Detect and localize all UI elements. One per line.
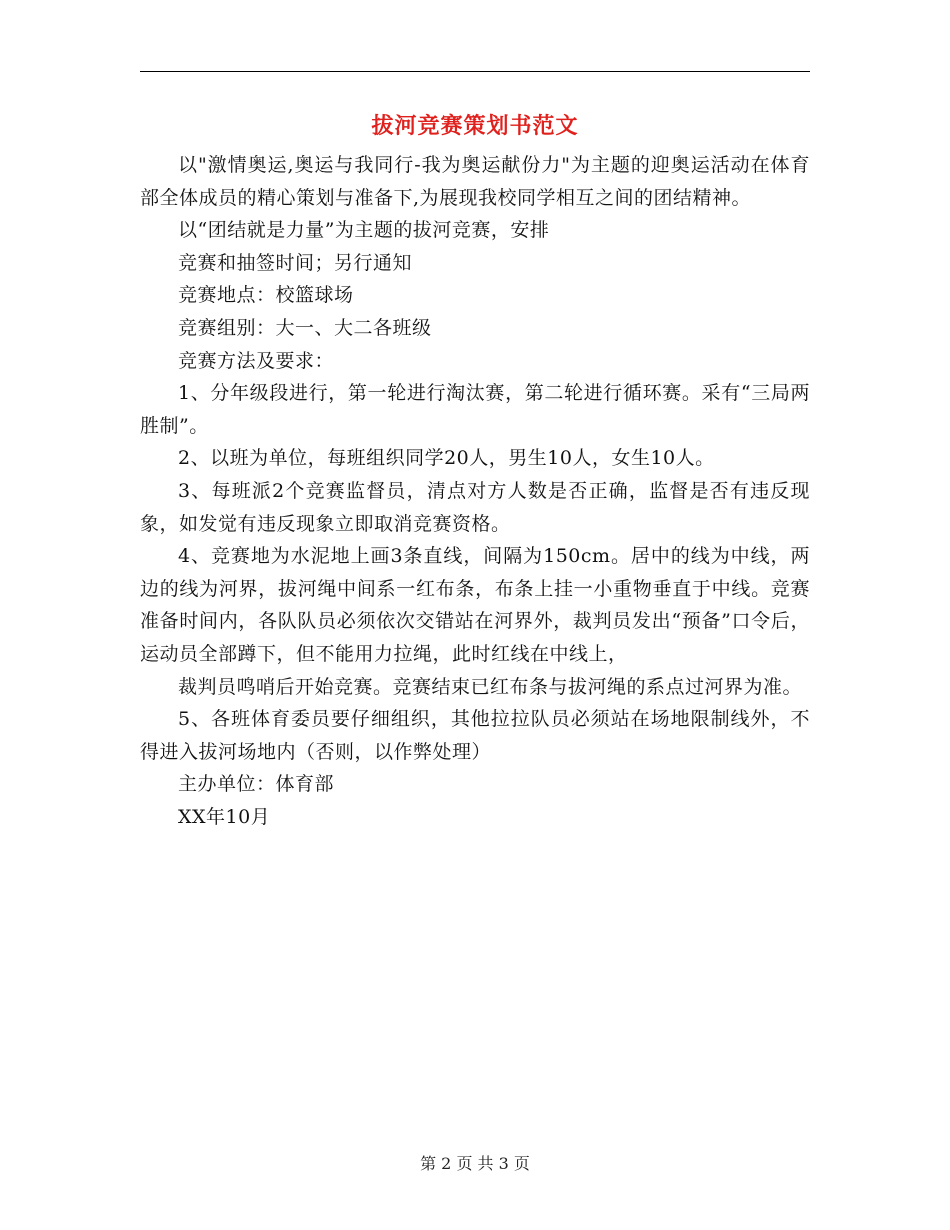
paragraph-methods-heading: 竞赛方法及要求：: [178, 349, 335, 372]
paragraph-rule-5: 5、各班体育委员要仔细组织，其他拉拉队员必须站在场地限制线外，不得进入拔河场地内（否则，以作弊处理）: [140, 708, 810, 763]
header-rule: [140, 71, 810, 72]
paragraph-draw-time: 竞赛和抽签时间；另行通知: [178, 251, 413, 274]
paragraph-organizer: 主办单位：体育部: [178, 773, 335, 796]
paragraph-rule-1: 1、分年级段进行，第一轮进行淘汰赛，第二轮进行循环赛。采有“三局两胜制”。: [140, 382, 810, 437]
page-footer: [140, 1152, 810, 1176]
paragraph-intro: 以"激情奥运,奥运与我同行-我为奥运献份力"为主题的迎奥运活动在体育部全体成员的精心策划与准备下,为展现我校同学相互之间的团结精神。: [140, 154, 810, 209]
paragraph-rule-2: 2、以班为单位，每班组织同学20人，男生10人，女生10人。: [178, 447, 715, 470]
paragraph-groups: 竞赛组别：大一、大二各班级: [178, 316, 432, 339]
paragraph-rule-3: 3、每班派2个竞赛监督员，清点对方人数是否正确，监督是否有违反现象，如发觉有违反现象立即取消竞赛资格。: [140, 479, 810, 535]
page-number-label: 第 2 页 共 3 页: [420, 1154, 530, 1173]
document-title: 拔河竞赛策划书范文: [371, 113, 579, 139]
paragraph-theme: 以“团结就是力量”为主题的拔河竞赛，安排: [178, 219, 550, 242]
document-body: [140, 149, 810, 833]
paragraph-date: XX年10月: [178, 805, 271, 828]
paragraph-venue: 竞赛地点：校篮球场: [178, 284, 354, 307]
paragraph-rule-4: 4、竞赛地为水泥地上画3条直线，间隔为150cm。居中的线为中线，两边的线为河界，拔河绳中间系一红布条，布条上挂一小重物垂直于中线。竞赛准备时间内，各队队员必须依次交错站在河界外，裁判员发出“预备”口令后，运动员全部蹲下，但不能用力拉绳，此时红线在中线上，: [140, 545, 810, 665]
paragraph-rule-4-continued: 裁判员鸣哨后开始竞赛。竞赛结束已红布条与拔河绳的系点过河界为准。: [178, 675, 803, 698]
